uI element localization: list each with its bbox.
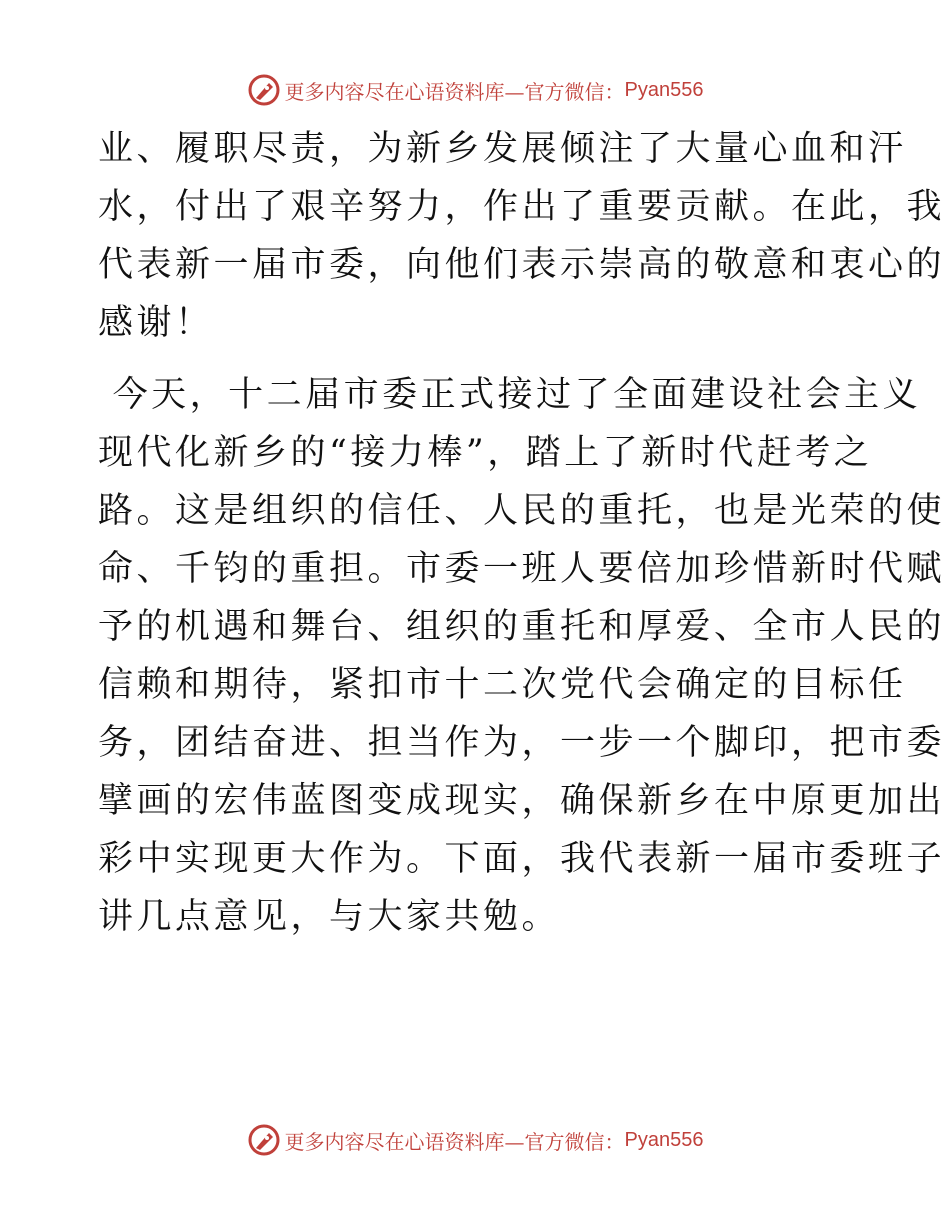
footer-banner bbox=[0, 1120, 950, 1160]
text-line: 予的机遇和舞台、组织的重托和厚爱、全市人民的 bbox=[98, 607, 946, 647]
text-line: 讲几点意见，与大家共勉。 bbox=[98, 897, 561, 937]
text-line: 路。这是组织的信任、人民的重托，也是光荣的使 bbox=[98, 491, 946, 531]
footer-wechat-id: Pyan556 bbox=[624, 1128, 704, 1151]
text-line: 擘画的宏伟蓝图变成现实，确保新乡在中原更加出 bbox=[98, 781, 946, 821]
text-line: 感谢！ bbox=[98, 303, 214, 343]
paragraph-spacer bbox=[98, 352, 858, 366]
pen-nib-logo-icon bbox=[247, 73, 281, 107]
paragraph-2 bbox=[98, 366, 946, 946]
document-body bbox=[98, 120, 946, 946]
pen-nib-logo-icon bbox=[247, 1123, 281, 1157]
footer-banner-text: 更多内容尽在心语资料库—官方微信： bbox=[284, 1129, 625, 1154]
header-wechat-id: Pyan556 bbox=[624, 78, 704, 101]
text-line: 业、履职尽责，为新乡发展倾注了大量心血和汗 bbox=[98, 129, 907, 169]
header-banner-text: 更多内容尽在心语资料库—官方微信： bbox=[284, 79, 625, 104]
text-line: 代表新一届市委，向他们表示崇高的敬意和衷心的 bbox=[98, 245, 946, 285]
header-banner bbox=[0, 70, 950, 110]
text-line: 务，团结奋进、担当作为，一步一个脚印，把市委 bbox=[98, 723, 946, 763]
text-line: 现代化新乡的“接力棒”，踏上了新时代赶考之 bbox=[98, 433, 873, 473]
text-line: 水，付出了艰辛努力，作出了重要贡献。在此，我 bbox=[98, 187, 946, 227]
text-line: 彩中实现更大作为。下面，我代表新一届市委班子 bbox=[98, 839, 946, 879]
text-line: 信赖和期待，紧扣市十二次党代会确定的目标任 bbox=[98, 665, 907, 705]
text-line: 今天，十二届市委正式接过了全面建设社会主义 bbox=[98, 375, 922, 415]
text-line: 命、千钧的重担。市委一班人要倍加珍惜新时代赋 bbox=[98, 549, 946, 589]
paragraph-1 bbox=[98, 120, 946, 352]
